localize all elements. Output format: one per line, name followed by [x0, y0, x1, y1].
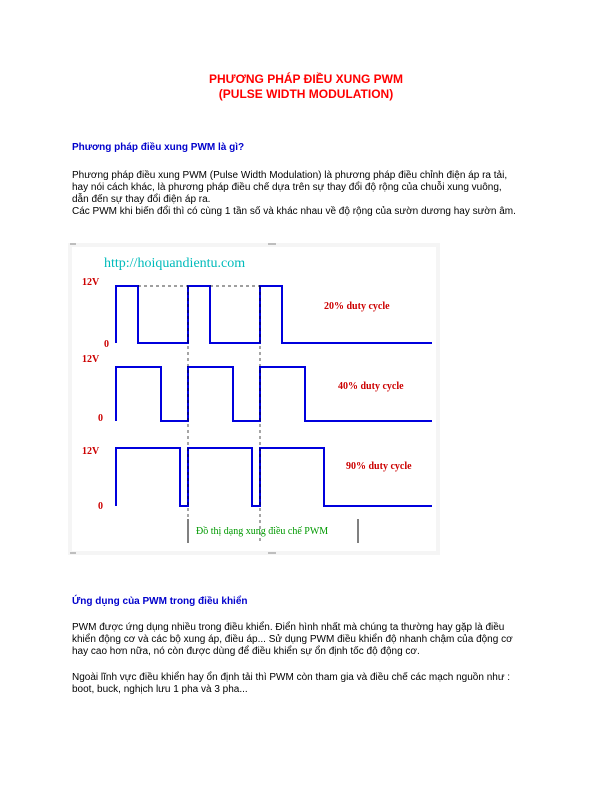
section2-paragraph1 [72, 622, 552, 658]
section1-heading: Phương pháp điều xung PWM là gì? [72, 142, 245, 153]
figure-caption: Đồ thị dạng xung điều chế PWM [196, 526, 329, 537]
row3-high-label: 12V [82, 446, 100, 457]
paragraph-line: hay cao hơn nữa, nó còn được dùng để điều khiển sự ổn định tốc độ động cơ. [72, 646, 420, 657]
paragraph-line: dẫn đến sự thay đổi điện áp ra. [72, 194, 211, 205]
section2-paragraph2 [72, 672, 552, 696]
document-title-line2: (PULSE WIDTH MODULATION) [218, 87, 394, 101]
row1-high-label: 12V [82, 277, 100, 288]
paragraph-line: khiển động cơ và các bộ xung áp, điều áp... Sử dụng PWM điều khiển độ nhanh chậm của động cơ [72, 634, 513, 645]
row1-low-label: 0 [104, 339, 109, 350]
document-title-line1: PHƯƠNG PHÁP ĐIỀU XUNG PWM [209, 72, 403, 86]
row2-duty-label: 40% duty cycle [338, 381, 404, 392]
paragraph-line: boot, buck, nghịch lưu 1 pha và 3 pha... [72, 684, 248, 695]
paragraph-line: Phương pháp điều xung PWM (Pulse Width Modulation) là phương pháp điều chỉnh điện áp ra tải, [72, 170, 508, 181]
paragraph-line: hay nói cách khác, là phương pháp điều chế dựa trên sự thay đổi độ rộng của chuỗi xung vuông, [72, 182, 502, 193]
pwm-waveform-figure [68, 243, 440, 555]
row2-high-label: 12V [82, 354, 100, 365]
paragraph-line: Ngoài lĩnh vực điều khiển hay ổn định tải thì PWM còn tham gia và điều chế các mạch nguồn như : [72, 672, 511, 683]
section2-heading: Ứng dụng của PWM trong điều khiển [72, 596, 248, 607]
section1-paragraph [72, 170, 552, 218]
row3-low-label: 0 [98, 501, 103, 512]
figure-watermark: http://hoiquandientu.com [104, 256, 246, 271]
row2-low-label: 0 [98, 413, 103, 424]
paragraph-line: Các PWM khi biến đổi thì có cùng 1 tần số và khác nhau về độ rộng của sườn dương hay sườn âm. [72, 206, 516, 217]
paragraph-line: PWM được ứng dụng nhiều trong điều khiển. Điển hình nhất mà chúng ta thường hay gặp là điều [72, 622, 505, 633]
row3-duty-label: 90% duty cycle [346, 461, 412, 472]
row1-duty-label: 20% duty cycle [324, 301, 390, 312]
